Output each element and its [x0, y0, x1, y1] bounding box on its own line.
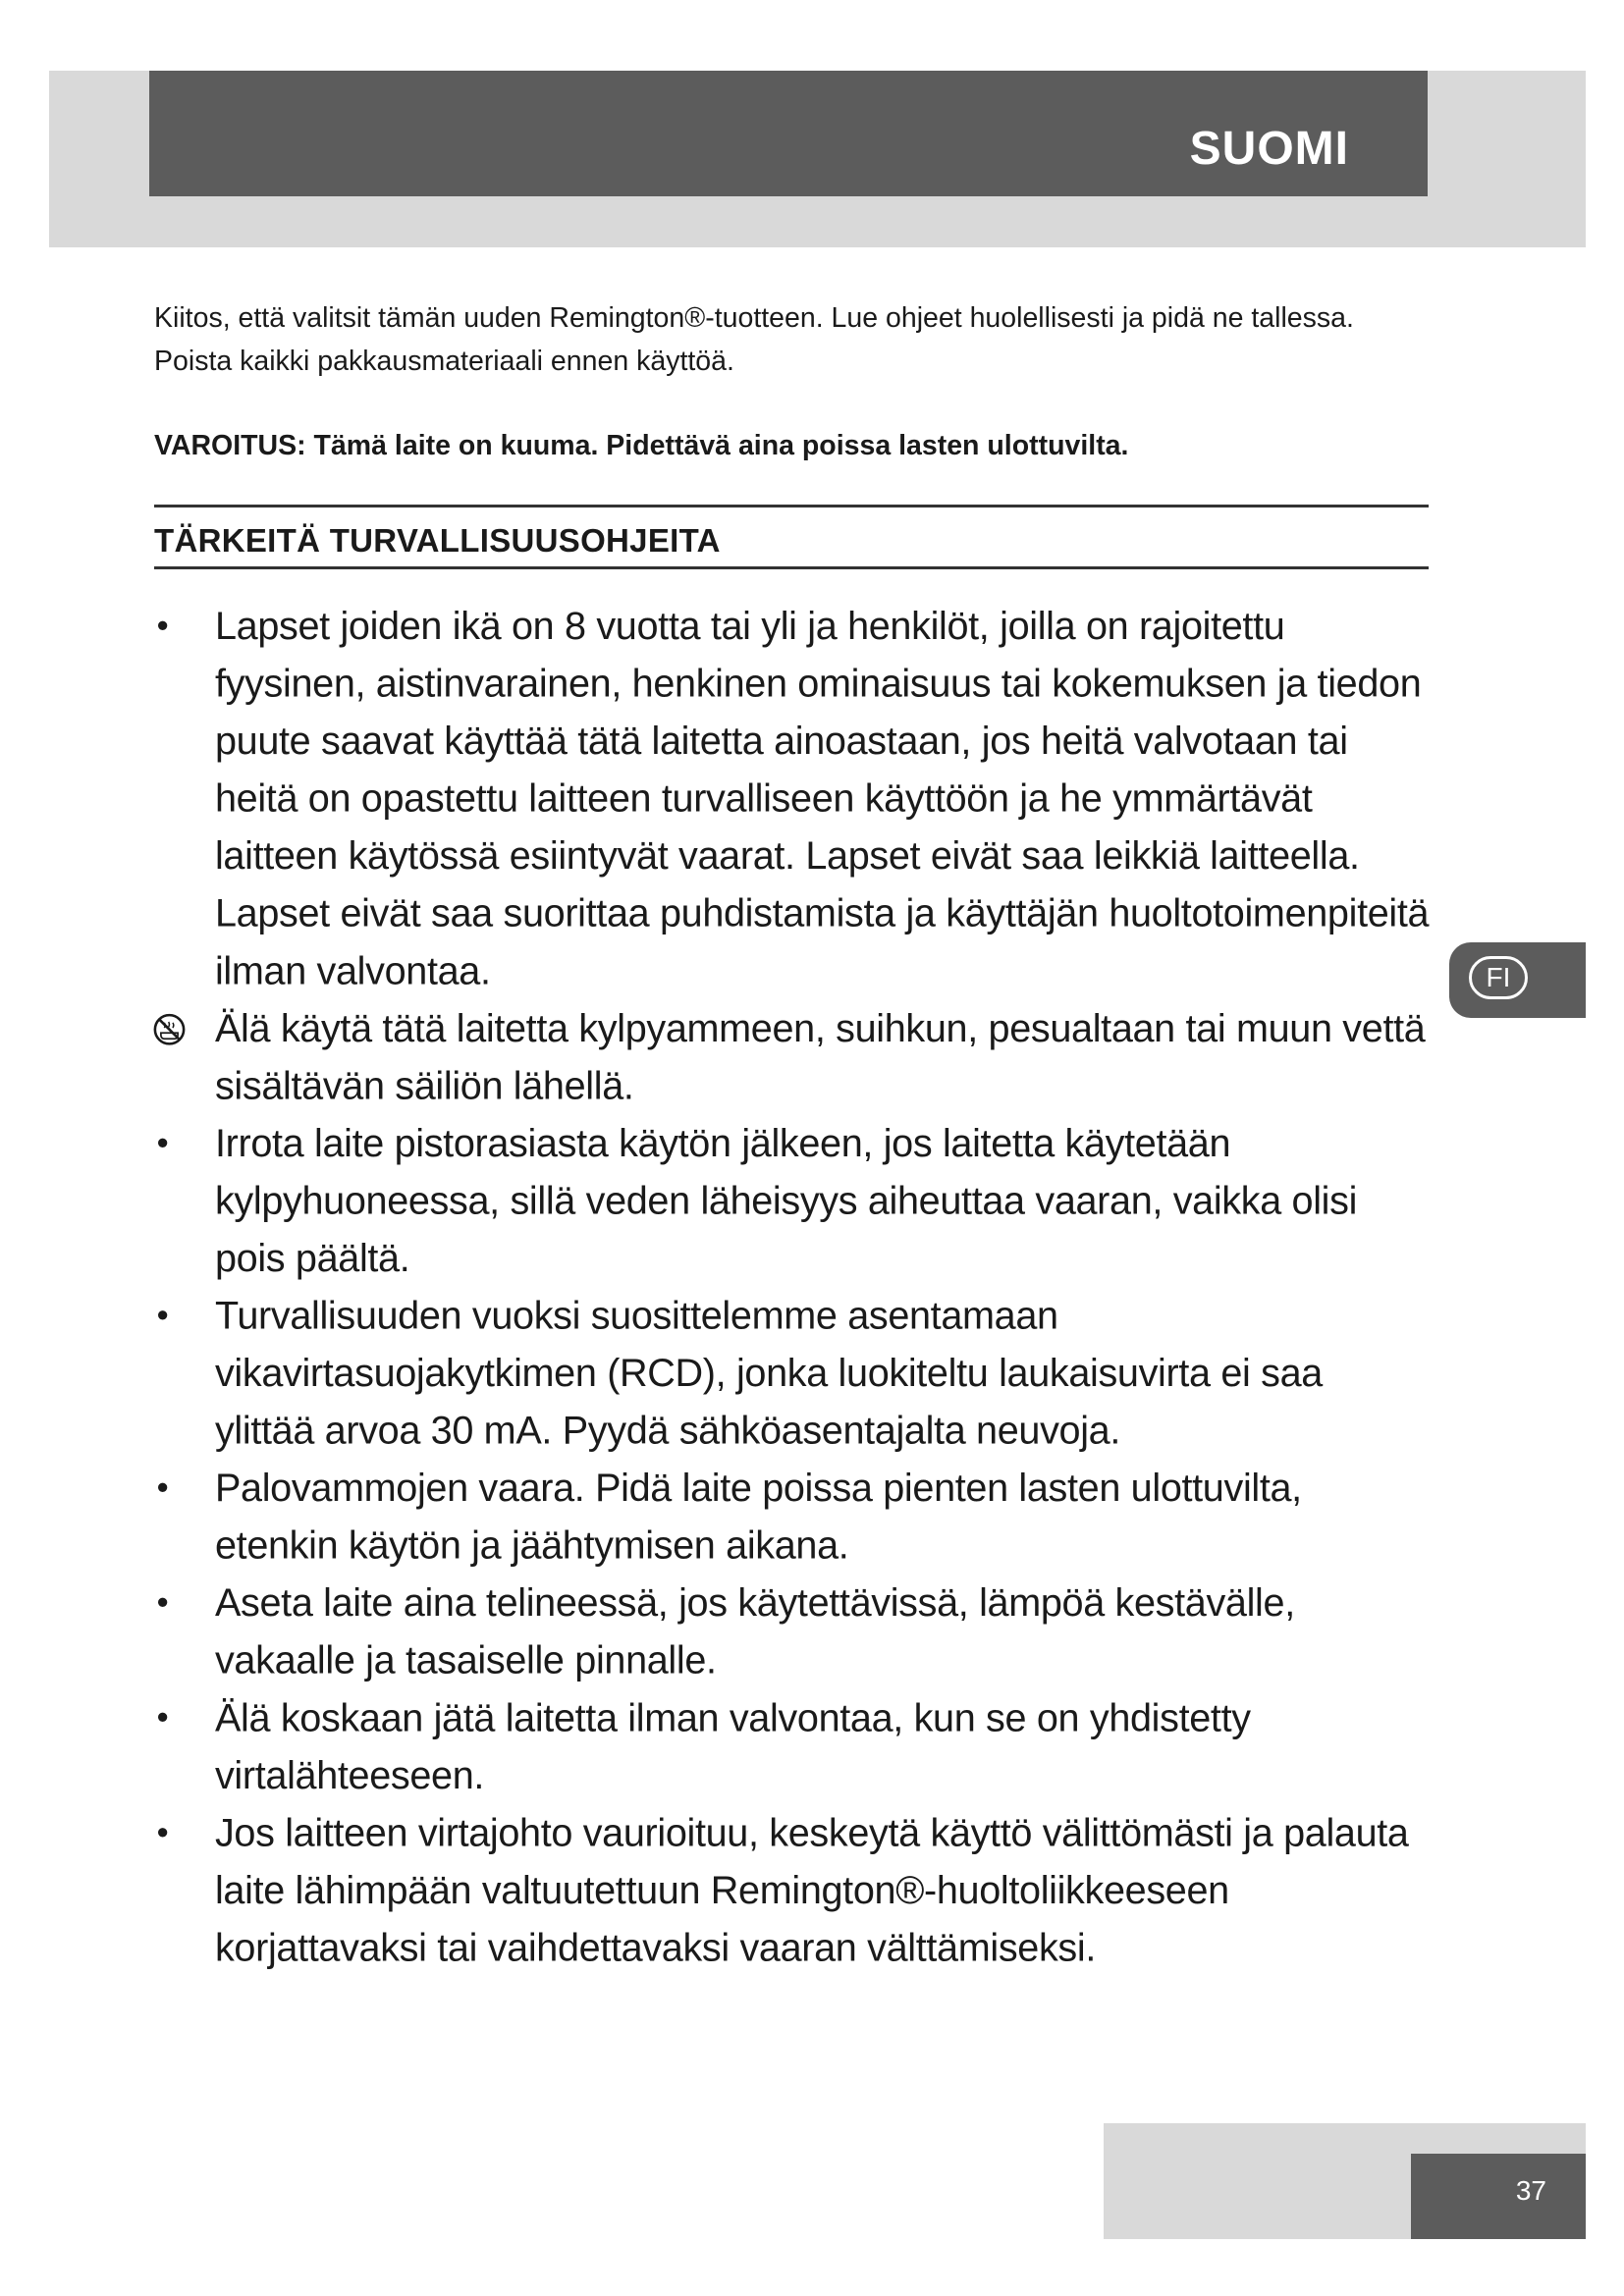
rule-item — [154, 1574, 1431, 1688]
language-tab — [1449, 942, 1586, 1018]
bullet: • — [156, 607, 169, 645]
rule-item — [154, 597, 1431, 999]
section-title: TÄRKEITÄ TURVALLISUUSOHJEITA — [154, 522, 721, 559]
page-number: 37 — [1515, 2175, 1546, 2206]
rule-item — [154, 1114, 1431, 1287]
rule-item — [154, 1803, 1431, 1976]
rule-item — [154, 1286, 1431, 1459]
safety-rules-list — [154, 597, 1431, 1976]
bullet: • — [156, 1698, 169, 1736]
bullet: • — [156, 1296, 169, 1334]
rule-text: Palovammojen vaara. Pidä laite poissa pienten lasten ulottuvilta, etenkin käytön ja jäähtymisen aikana. — [214, 1465, 1302, 1568]
warning-text: VAROITUS: Tämä laite on kuuma. Pidettävä aina poissa lasten ulottuvilta. — [154, 430, 1129, 461]
rule-text: Älä koskaan jätä laitetta ilman valvontaa, kun se on yhdistetty virtalähteeseen. — [214, 1695, 1251, 1797]
rule-text: Turvallisuuden vuoksi suosittelemme asentamaan vikavirtasuojakytkimen (RCD), jonka luokiteltu laukaisuvirta ei saa ylittää arvoa 30 mA. Pyydä sähköasentajalta neuvoja. — [214, 1293, 1323, 1453]
intro-paragraph: Kiitos, että valitsit tämän uuden Remington®-tuotteen. Lue ohjeet huolellisesti ja pidä ne tallessa. Poista kaikki pakkausmateriaali ennen käyttöä. — [154, 302, 1354, 378]
rule-text: Irrota laite pistorasiasta käytön jälkeen, jos laitetta käytetään kylpyhuoneessa, sillä veden läheisyys aiheuttaa vaaran, vaikka olisi pois päältä. — [214, 1120, 1358, 1280]
bullet: • — [156, 1468, 169, 1507]
language-tab-label: FI — [1469, 956, 1528, 999]
rule-item — [154, 1459, 1431, 1574]
bullet: • — [156, 1124, 169, 1162]
rule-item — [154, 1688, 1431, 1803]
rule-text: Lapset joiden ikä on 8 vuotta tai yli ja henkilöt, joilla on rajoitettu fyysinen, aistinvarainen, henkinen ominaisuus tai kokemuksen ja tiedon puute saavat käyttää tätä laitetta ainoastaan, jos heitä valvotaan tai heitä on opastettu laitteen turvalliseen käyttöön ja he ymmärtävät laitteen käytössä esiintyvät vaarat. Lapset eivät saa leikkiä laitteella. Lapset eivät saa suorittaa puhdistamista ja käyttäjän huoltotoimenpiteitä ilman valvontaa. — [214, 603, 1430, 992]
header-title-bar — [149, 71, 1428, 196]
rule-text: Jos laitteen virtajohto vaurioituu, keskeytä käyttö välittömästi ja palauta laite lähimpään valtuutettuun Remington®-huoltoliikkeeseen korjattavaksi tai vaihdettavaksi vaaran välttämiseksi. — [214, 1810, 1409, 1970]
rule-item-water — [154, 999, 1431, 1114]
bullet: • — [156, 1583, 169, 1622]
footer-page-box — [1411, 2154, 1586, 2239]
language-title: SUOMI — [1189, 123, 1349, 175]
no-water-bath-icon — [152, 1013, 186, 1046]
rule-text: Aseta laite aina telineessä, jos käytettävissä, lämpöä kestävälle, vakaalle ja tasaiselle pinnalle. — [214, 1580, 1295, 1682]
bullet: • — [156, 1813, 169, 1851]
section-heading — [154, 505, 1429, 569]
rule-text: Älä käytä tätä laitetta kylpyammeen, suihkun, pesualtaan tai muun vettä sisältävän säiliön lähellä. — [214, 1005, 1426, 1107]
